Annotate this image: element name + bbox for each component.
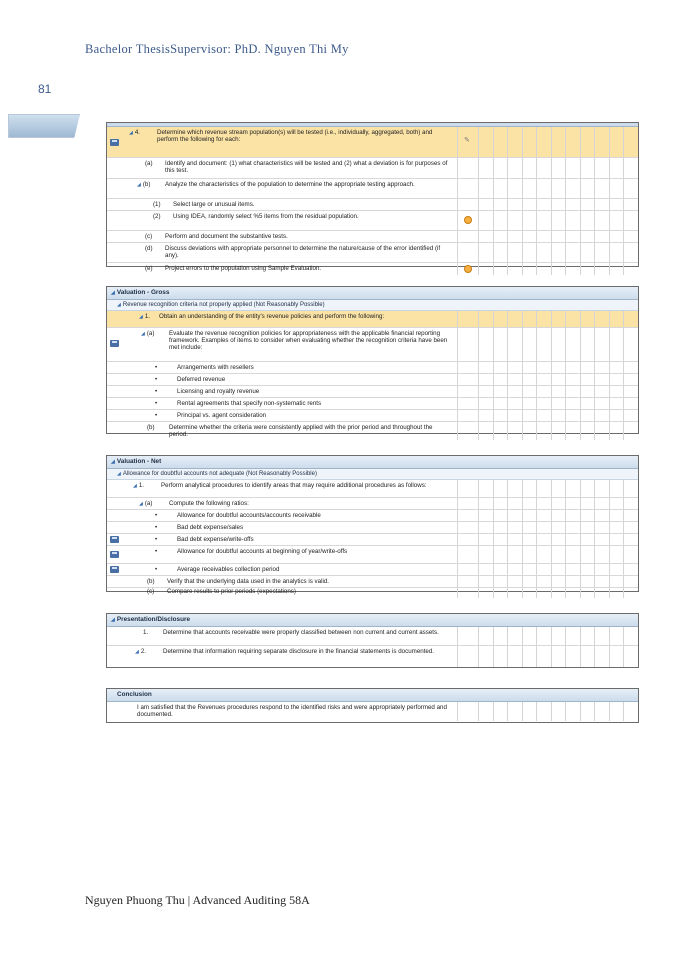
table-row[interactable] [107, 410, 638, 422]
row-text: Select large or unusual items. [173, 201, 255, 208]
table-row[interactable] [107, 564, 638, 576]
row-label: • [155, 548, 158, 555]
table-row[interactable] [107, 498, 638, 510]
row-text: Allowance for doubtful accounts at beginning of year/write-offs [177, 548, 348, 555]
row-label: • [155, 412, 158, 419]
expand-triangle-icon[interactable]: ◢ [141, 331, 145, 337]
row-label: • [155, 524, 158, 531]
table-row[interactable] [107, 510, 638, 522]
row-text: Compute the following ratios: [169, 500, 249, 507]
row-label: (a) [144, 500, 153, 507]
row-text: Analyze the characteristics of the population to determine the appropriate testing approach. [165, 181, 415, 188]
document-icon[interactable] [110, 536, 119, 543]
row-text: Allowance for doubtful accounts/accounts receivable [177, 512, 321, 519]
row-text: Compare results to prior periods (expectations) [167, 588, 296, 595]
section-title[interactable]: ◢ Valuation - Gross [107, 287, 638, 300]
row-text: Obtain an understanding of the entity's revenue policies and perform the following: [159, 313, 385, 320]
row-label: (2) [153, 213, 161, 220]
section-subtitle[interactable]: ◢ Allowance for doubtful accounts not adequate (Not Reasonably Possible) [107, 469, 638, 480]
row-text: Bad debt expense/sales [177, 524, 244, 531]
audit-program-panel-conclusion [106, 688, 639, 723]
row-text: Identify and document: (1) what characteristics will be tested and (2) what a deviation is for purposes of this test. [165, 160, 448, 174]
row-label: 2. [140, 648, 147, 655]
expand-triangle-icon[interactable]: ◢ [111, 617, 115, 623]
document-icon[interactable] [110, 340, 119, 347]
row-label: (c) [147, 588, 155, 595]
row-label: • [155, 388, 158, 395]
expand-triangle-icon[interactable]: ◢ [117, 471, 121, 477]
table-row[interactable] [107, 158, 638, 179]
row-text: Perform analytical procedures to identify areas that may require additional procedures as follows: [161, 482, 427, 489]
table-row[interactable] [107, 534, 638, 546]
table-row[interactable] [107, 199, 638, 211]
audit-program-panel-valuation-gross [106, 286, 639, 438]
row-label: (e) [145, 265, 153, 272]
expand-triangle-icon[interactable]: ◢ [139, 314, 143, 320]
warning-icon[interactable] [464, 216, 472, 224]
row-text: Determine which revenue stream population(s) will be tested (i.e., individually, aggregated, both) and perform the following for each: [157, 129, 433, 143]
row-label: • [155, 364, 158, 371]
row-label: (a) [145, 160, 153, 167]
row-text: Licensing and royalty revenue [177, 388, 260, 395]
section-subtitle[interactable]: ◢ Revenue recognition criteria not properly applied (Not Reasonably Possible) [107, 300, 638, 311]
row-text: Project errors to the population using Sample Evaluation. [165, 265, 322, 272]
expand-triangle-icon[interactable]: ◢ [139, 501, 143, 507]
table-row[interactable] [107, 480, 638, 498]
audit-program-panel-presentation [106, 613, 639, 668]
expand-triangle-icon[interactable]: ◢ [137, 182, 141, 188]
page-number: 81 [38, 82, 52, 96]
row-label: (b) [147, 578, 155, 585]
section-title: Conclusion [107, 689, 638, 702]
row-label: 1. [138, 482, 145, 489]
table-row[interactable] [107, 179, 638, 199]
row-label: (1) [153, 201, 161, 208]
document-icon[interactable] [110, 551, 119, 558]
expand-triangle-icon[interactable]: ◢ [129, 130, 133, 136]
audit-program-panel-sampling [106, 122, 639, 272]
decorative-tab [8, 114, 80, 138]
table-row[interactable] [107, 362, 638, 374]
row-text: Evaluate the revenue recognition policies for appropriateness with the applicable financial reporting framework. Examples of items to consider when evaluating whether the recognition criteria have been met include: [169, 330, 448, 351]
expand-triangle-icon[interactable]: ◢ [111, 459, 115, 465]
table-row[interactable] [107, 522, 638, 534]
row-label: • [155, 512, 158, 519]
expand-triangle-icon[interactable]: ◢ [117, 302, 121, 308]
row-label: 1. [143, 629, 149, 636]
table-row[interactable] [107, 398, 638, 410]
table-row[interactable] [107, 588, 638, 598]
row-text: Determine that information requiring separate disclosure in the financial statements is documented. [163, 648, 435, 655]
row-text: Deferred revenue [177, 376, 226, 383]
table-row[interactable] [107, 386, 638, 398]
row-text: Rental agreements that specify non-systematic rents [177, 400, 322, 407]
row-text: Discuss deviations with appropriate personnel to determine the nature/cause of the error identified (if any). [165, 245, 441, 259]
table-row[interactable] [107, 127, 638, 158]
row-text: Perform and document the substantive tests. [165, 233, 288, 240]
table-row[interactable] [107, 263, 638, 275]
row-label: 4. [134, 129, 141, 136]
table-row[interactable] [107, 627, 638, 646]
document-footer: Nguyen Phuong Thu | Advanced Auditing 58A [85, 893, 310, 907]
table-row[interactable] [107, 646, 638, 667]
row-label: (d) [145, 245, 153, 252]
expand-triangle-icon[interactable]: ◢ [133, 483, 137, 489]
table-row[interactable] [107, 211, 638, 231]
document-icon[interactable] [110, 139, 119, 146]
document-header: Bachelor ThesisSupervisor: PhD. Nguyen Thi My [85, 42, 349, 56]
row-label: • [155, 400, 158, 407]
row-text: Bad debt expense/write-offs [177, 536, 254, 543]
row-label: (c) [145, 233, 153, 240]
row-text: Principal vs. agent consideration [177, 412, 267, 419]
row-label: • [155, 566, 158, 573]
table-row[interactable] [107, 231, 638, 243]
row-text: I am satisfied that the Revenues procedures respond to the identified risks and were appropriately performed and documented. [137, 704, 447, 718]
expand-triangle-icon[interactable]: ◢ [135, 649, 139, 655]
row-text: Average receivables collection period [177, 566, 280, 573]
table-row[interactable] [107, 311, 638, 328]
table-row[interactable] [107, 328, 638, 362]
audit-program-panel-valuation-net [106, 455, 639, 595]
expand-triangle-icon[interactable]: ◢ [111, 290, 115, 296]
row-label: • [155, 376, 158, 383]
row-text: Verify that the underlying data used in the analytics is valid. [167, 578, 330, 585]
row-label: 1. [144, 313, 151, 320]
row-label: (a) [146, 330, 155, 337]
table-row[interactable] [107, 546, 638, 564]
row-text: Arrangements with resellers [177, 364, 254, 371]
row-text: Determine that accounts receivable were properly classified between non current and current assets. [163, 629, 439, 636]
row-text: Using IDEA, randomly select %5 items from the residual population. [173, 213, 359, 220]
row-text: Determine whether the criteria were consistently applied with the prior period and throughout the period. [169, 424, 433, 438]
row-label: (b) [147, 424, 155, 431]
table-row[interactable] [107, 374, 638, 386]
row-label: • [155, 536, 158, 543]
table-row[interactable] [107, 576, 638, 588]
section-title[interactable]: ◢ Presentation/Disclosure [107, 614, 638, 627]
document-icon[interactable] [110, 566, 119, 573]
paperclip-icon[interactable]: ✎ [464, 137, 470, 144]
warning-icon[interactable] [464, 265, 472, 273]
section-title[interactable]: ◢ Valuation - Net [107, 456, 638, 469]
table-row[interactable] [107, 243, 638, 263]
row-label: (b) [142, 181, 151, 188]
table-row[interactable] [107, 422, 638, 440]
table-row[interactable] [107, 702, 638, 721]
